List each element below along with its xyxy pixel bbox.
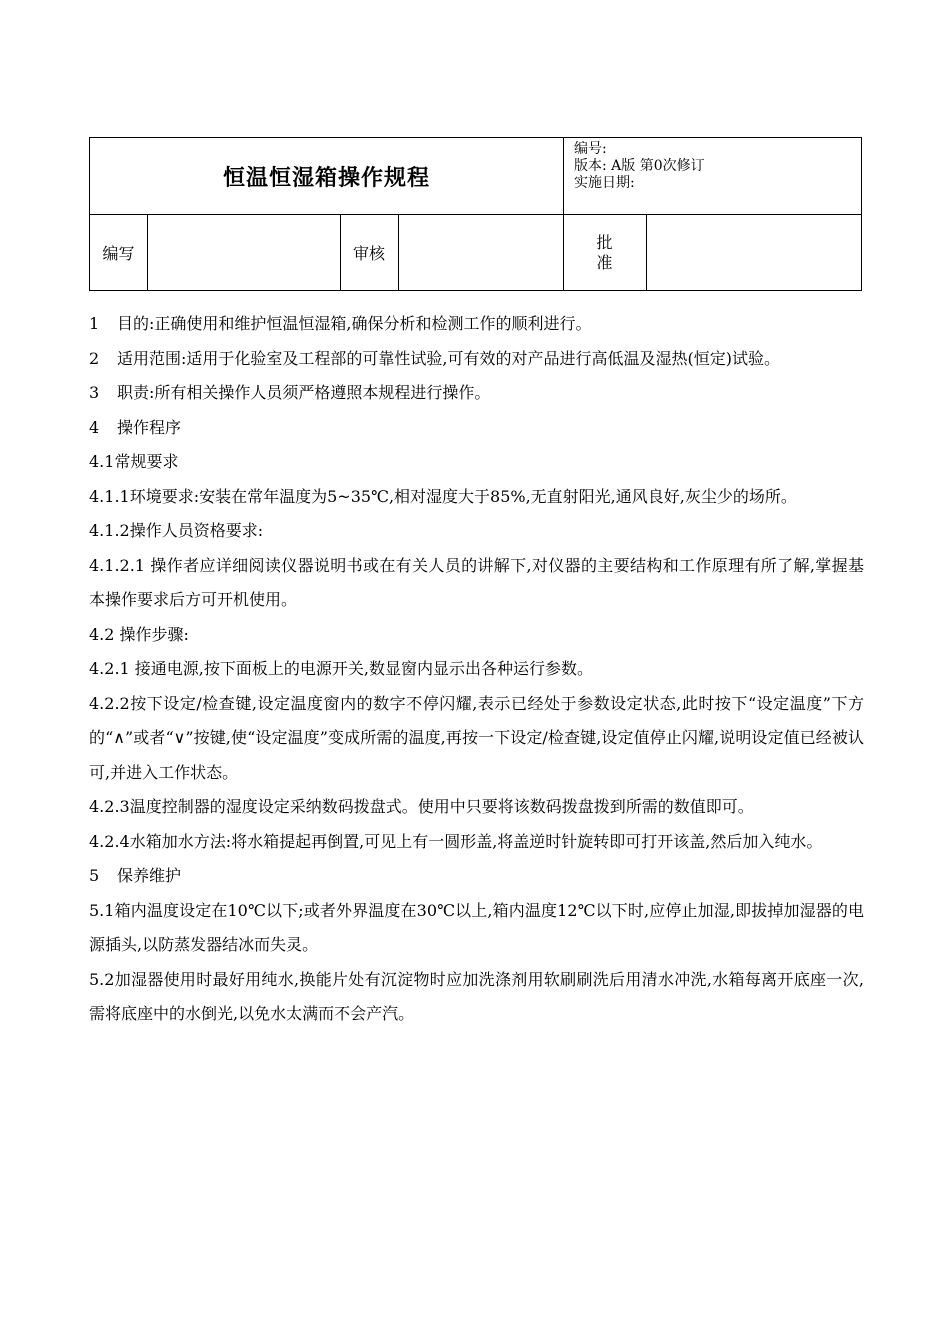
section-text: 适用范围:适用于化验室及工程部的可靠性试验,可有效的对产品进行高低温及湿热(恒定)试验。 (117, 348, 780, 368)
code-label: 编号: (574, 141, 607, 157)
section-text: 职责:所有相关操作人员须严格遵照本规程进行操作。 (117, 383, 491, 402)
document-title: 恒温恒湿箱操作规程 (222, 165, 430, 191)
paragraph-4-2-3: 4.2.3温度控制器的湿度设定采纳数码拨盘式。使用中只要将该数码拨盘拨到所需的数值即可。 (89, 797, 754, 816)
cell-divider (147, 214, 148, 291)
section-responsibility (89, 376, 864, 411)
section-number: 4 (89, 417, 100, 437)
section-number: 2 (89, 348, 100, 368)
paragraph-4-2: 4.2 操作步骤: (89, 624, 189, 644)
paragraph-4-2-4: 4.2.4水箱加水方法:将水箱提起再倒置,可见上有一圆形盖,将盖逆时针旋转即可打开该盖,然后加入纯水。 (89, 831, 823, 851)
paragraph-4-1-2-1: 4.1.2.1 操作者应详细阅读仪器说明书或在有关人员的讲解下,对仪器的主要结构和工作原理有所了解,掌握基本操作要求后方可开机使用。 (89, 555, 864, 609)
effective-date-label: 实施日期: (574, 175, 635, 191)
section-number: 5 (89, 866, 100, 885)
section-text: 目的:正确使用和维护恒温恒湿箱,确保分析和检测工作的顺利进行。 (117, 314, 592, 333)
approved-by-label-char1: 批 (596, 232, 613, 252)
cell-divider (646, 214, 647, 291)
paragraph-4-2-2: 4.2.2按下设定/检查键,设定温度窗内的数字不停闪耀,表示已经处于参数设定状态,此时按下“设定温度”下方的“∧”或者“∨”按键,使“设定温度”变成所需的温度,再按一下设定/检查键,设定值停止闪耀,说明设定值已经被认可,并进入工作状态。 (89, 693, 864, 782)
paragraph-4-1: 4.1常规要求 (89, 452, 179, 471)
paragraph-5-1: 5.1箱内温度设定在10℃以下;或者外界温度在30℃以上,箱内温度12℃以下时,应停止加湿,即拔掉加湿器的电源插头,以防蒸发器结冰而失灵。 (89, 900, 864, 954)
section-maintenance (89, 859, 864, 894)
section-scope (89, 342, 864, 377)
reviewed-by-label: 审核 (352, 244, 385, 263)
section-text: 操作程序 (117, 417, 182, 437)
section-procedure (89, 411, 864, 446)
compiled-by-label: 编写 (102, 244, 135, 263)
cell-divider (398, 214, 399, 291)
document-meta (574, 141, 705, 192)
paragraph-4-1-1: 4.1.1环境要求:安装在常年温度为5~35℃,相对湿度大于85%,无直射阳光,通风良好,灰尘少的场所。 (89, 486, 797, 506)
header-table (89, 137, 862, 291)
paragraph-5-2: 5.2加湿器使用时最好用纯水,换能片处有沉淀物时应加洗涤剂用软刷刷洗后用清水冲洗,水箱每离开底座一次,需将底座中的水倒光,以免水太满而不会产汽。 (89, 969, 864, 1023)
section-number: 1 (89, 314, 100, 333)
approved-by-label (563, 214, 646, 291)
title-divider (563, 138, 564, 214)
paragraph-4-2-1: 4.2.1 接通电源,按下面板上的电源开关,数显窗内显示出各种运行参数。 (89, 659, 593, 678)
header-row-divider (90, 214, 861, 215)
version-label: 版本: A版 第0次修订 (574, 158, 705, 174)
section-number: 3 (89, 383, 100, 402)
approved-by-label-char2: 准 (596, 252, 613, 272)
document-body (89, 307, 864, 1032)
paragraph-4-1-2: 4.1.2操作人员资格要求: (89, 521, 264, 540)
section-purpose (89, 307, 864, 342)
section-text: 保养维护 (117, 866, 182, 885)
